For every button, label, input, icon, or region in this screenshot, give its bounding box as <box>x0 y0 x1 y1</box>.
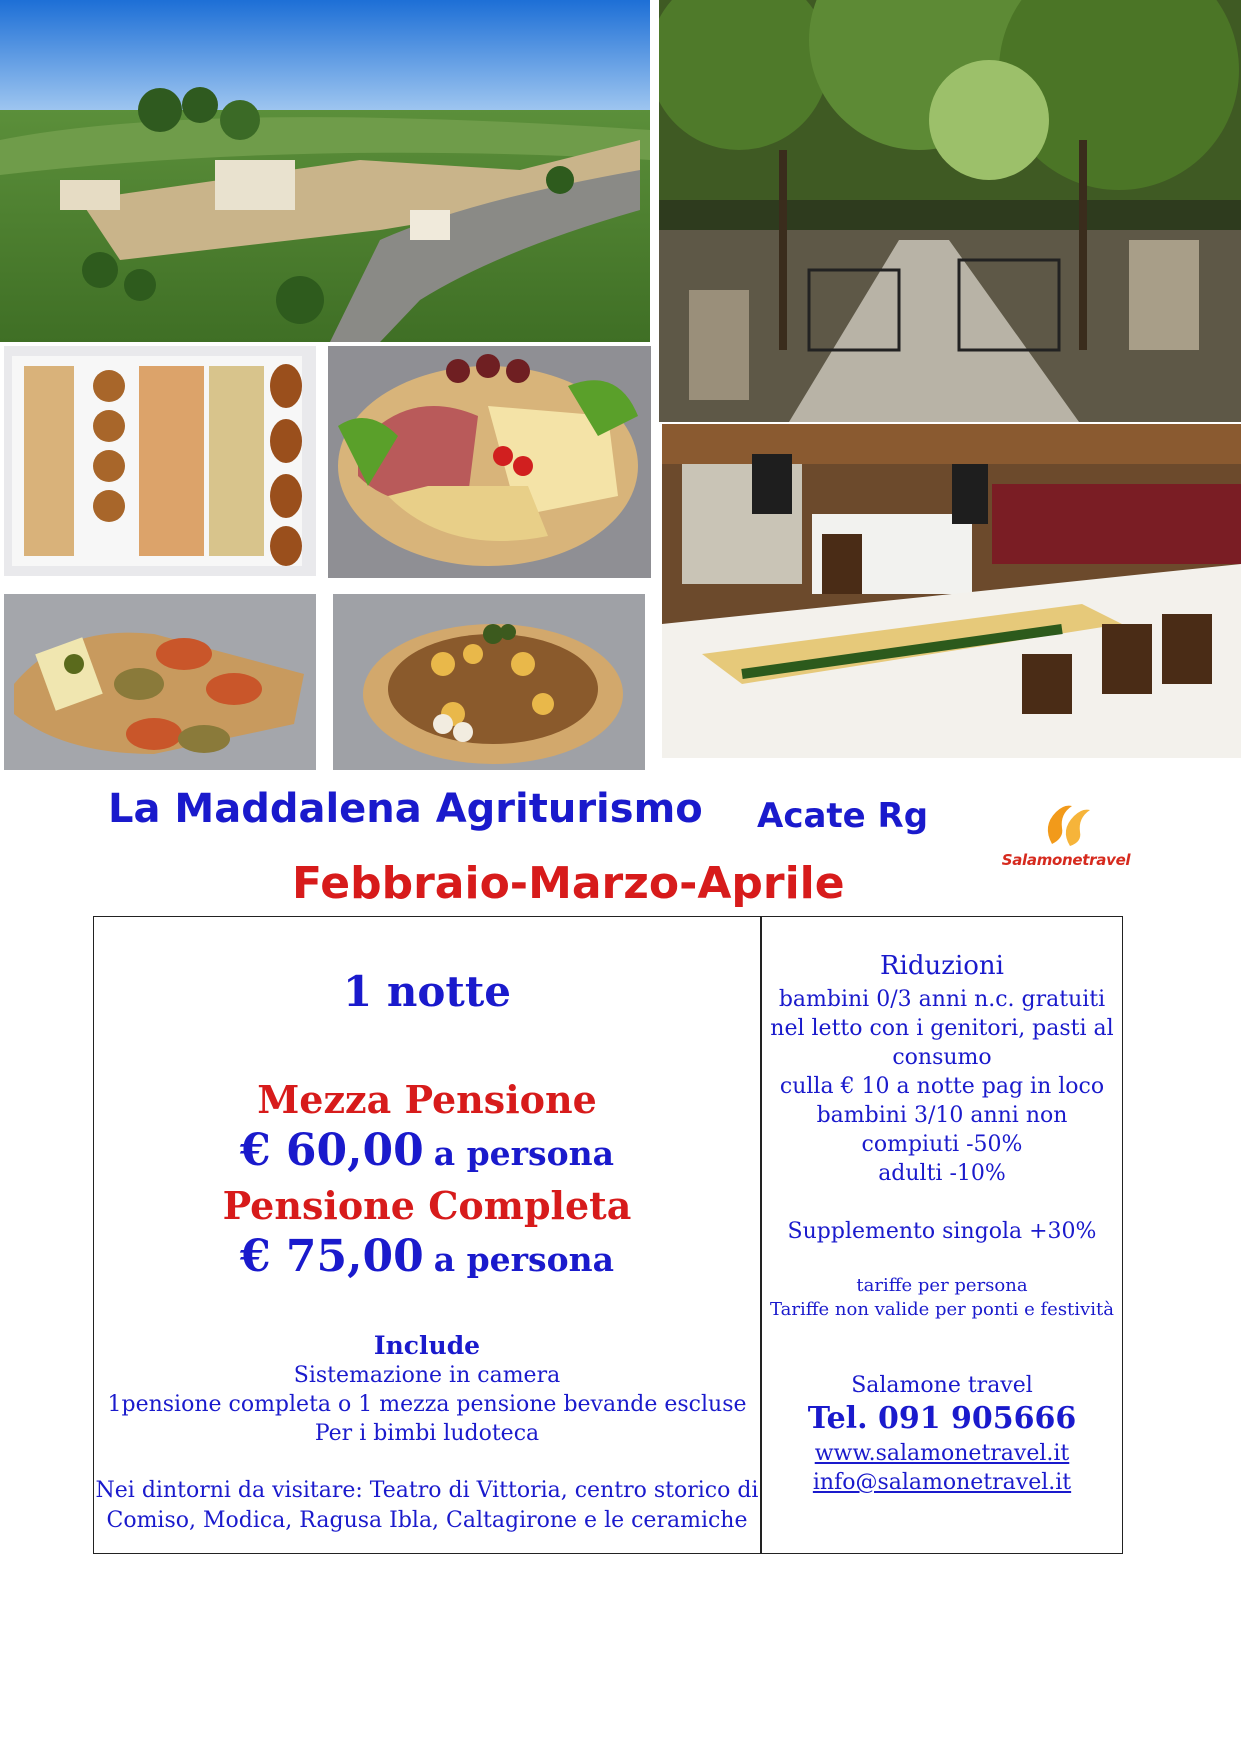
reduction-line: culla € 10 a notte pag in loco <box>779 1074 1105 1099</box>
full-board-per-person: a persona <box>433 1240 614 1279</box>
reduction-line: bambini 0/3 anni n.c. gratuiti <box>778 987 1106 1012</box>
logo-wordmark: Salamonetravel <box>1001 851 1131 869</box>
agency-name: Salamone travel <box>851 1373 1033 1398</box>
period-label: Febbraio-Marzo-Aprile <box>292 858 845 909</box>
tariff-note: Tariffe non valide per ponti e festività <box>770 1299 1114 1320</box>
mixed-platter-photo <box>333 594 645 770</box>
website-link[interactable]: www.salamonetravel.it <box>814 1441 1070 1466</box>
nearby-text: Nei dintorni da visitare: Teatro di Vittoria, centro storico di <box>95 1478 759 1503</box>
offer-table <box>93 916 1123 1554</box>
hotel-title: La Maddalena Agriturismo <box>108 786 703 832</box>
tariff-note: tariffe per persona <box>856 1275 1028 1296</box>
location-label: Acate Rg <box>757 796 929 836</box>
garden-path-photo <box>659 0 1241 422</box>
nearby-text: Comiso, Modica, Ragusa Ibla, Caltagirone e le ceramiche <box>106 1508 748 1533</box>
reduction-line: compiuti -50% <box>861 1132 1023 1157</box>
full-board-price: € 75,00 <box>239 1231 424 1282</box>
reduction-line: adulti -10% <box>878 1161 1006 1186</box>
reduction-line: bambini 3/10 anni non <box>816 1103 1068 1128</box>
nights-label: 1 notte <box>343 967 511 1016</box>
bruschetta-board-photo <box>4 594 316 770</box>
reduction-line: consumo <box>892 1045 992 1070</box>
full-board-label: Pensione Completa <box>222 1183 632 1228</box>
appetizers-tray-photo <box>4 346 316 576</box>
dining-hall-photo <box>662 424 1241 758</box>
reductions-column <box>762 917 1122 1553</box>
cold-cuts-cheese-photo <box>328 346 651 578</box>
include-item: Sistemazione in camera <box>293 1363 561 1388</box>
reductions-heading: Riduzioni <box>879 951 1004 981</box>
half-board-price-row <box>94 1125 760 1176</box>
full-board-price-row <box>94 1231 760 1282</box>
email-link[interactable]: info@salamonetravel.it <box>812 1470 1072 1495</box>
salamone-travel-logo <box>990 796 1142 876</box>
include-item: 1pensione completa o 1 mezza pensione bevande escluse <box>107 1392 747 1417</box>
single-supplement: Supplemento singola +30% <box>787 1219 1097 1244</box>
include-heading: Include <box>373 1331 481 1360</box>
half-board-label: Mezza Pensione <box>257 1077 597 1122</box>
phone-number: Tel. 091 905666 <box>807 1401 1077 1436</box>
half-board-per-person: a persona <box>433 1134 614 1173</box>
aerial-view-photo <box>0 0 650 342</box>
include-item: Per i bimbi ludoteca <box>314 1421 540 1446</box>
logo-swirl-icon <box>990 796 1142 852</box>
half-board-price: € 60,00 <box>239 1125 424 1176</box>
reduction-line: nel letto con i genitori, pasti al <box>770 1016 1114 1041</box>
offer-column <box>94 917 760 1553</box>
